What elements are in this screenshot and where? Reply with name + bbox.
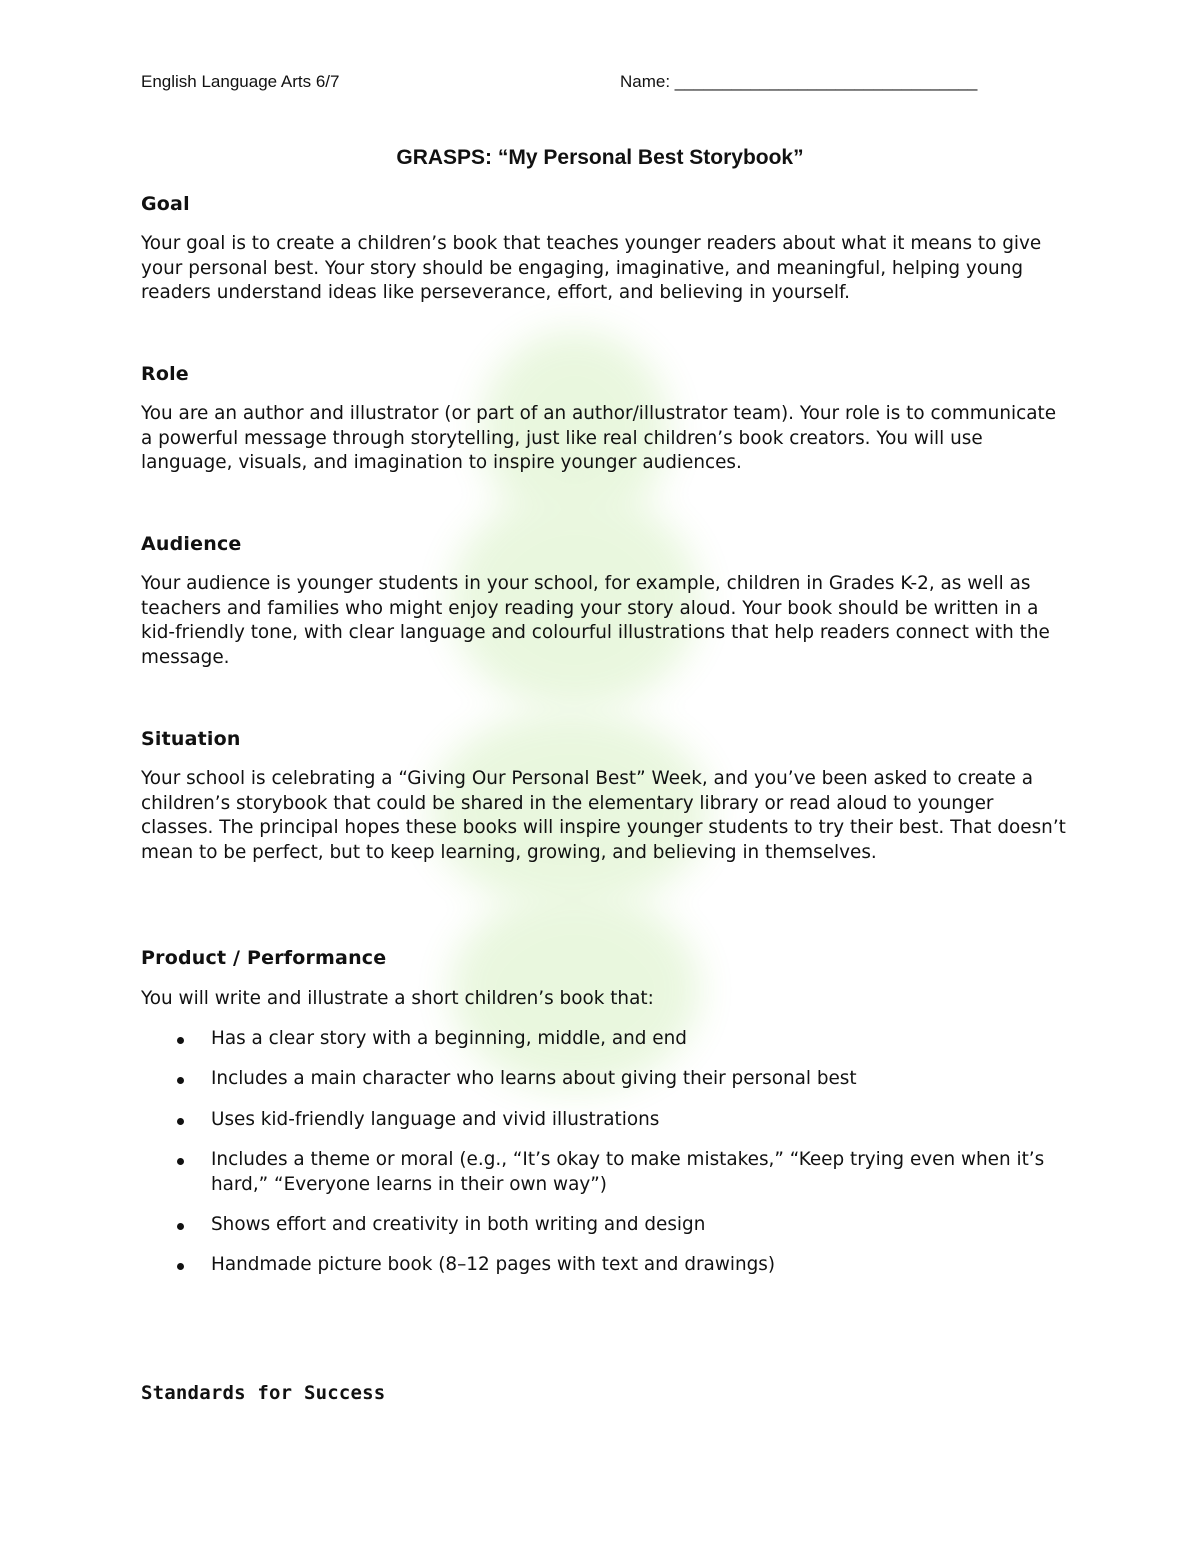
product-list: [141, 1027, 1066, 1293]
list-item: [141, 1027, 1066, 1052]
situation-text: Your school is celebrating a “Giving Our Personal Best” Week, and you’ve been asked to create a children’s storybook that could be shared in the elementary library or read aloud to younger classes. The principal hopes these books will inspire younger students to try their best. That doesn’t mean to be perfect, but to keep learning, growing, and believing in themselves.: [141, 768, 1066, 864]
audience-text: Your audience is younger students in your school, for example, children in Grades K-2, as well as teachers and families who might enjoy reading your story aloud. Your book should be written in a kid-friendly tone, with clear language and colourful illustrations that help readers connect with the message.: [141, 573, 1050, 669]
audience-heading: Audience: [141, 533, 242, 555]
list-item: [141, 1253, 1066, 1278]
course-title: English Language Arts 6/7: [141, 72, 340, 91]
list-item: [141, 1213, 1066, 1238]
standards-heading: Standards for Success: [141, 1382, 386, 1404]
bullet-icon: [177, 1263, 184, 1270]
document-header: [141, 72, 1059, 98]
list-item-text: Includes a theme or moral (e.g., “It’s okay to make mistakes,” “Keep trying even when it’s hard,” “Everyone learns in their own way”): [211, 1148, 1045, 1195]
list-item-text: Uses kid-friendly language and vivid illustrations: [211, 1108, 660, 1130]
situation-heading: Situation: [141, 728, 241, 750]
list-item-text: Has a clear story with a beginning, middle, and end: [211, 1028, 687, 1049]
bullet-icon: [177, 1158, 184, 1165]
role-text: You are an author and illustrator (or part of an author/illustrator team). Your role is to communicate a powerful message through storytelling, just like real children’s book creators. You will use language, visuals, and imagination to inspire younger audiences.: [141, 403, 1057, 474]
list-item: [141, 1067, 1066, 1092]
bullet-icon: [177, 1037, 184, 1044]
page-title: GRASPS: “My Personal Best Storybook”: [396, 146, 804, 169]
product-intro: You will write and illustrate a short children’s book that:: [141, 988, 654, 1009]
name-field[interactable]: Name: ________________________________: [620, 72, 978, 91]
list-item-text: Handmade picture book (8–12 pages with text and drawings): [211, 1254, 776, 1276]
list-item: [141, 1148, 1066, 1197]
goal-text: Your goal is to create a children’s book that teaches younger readers about what it means to give your personal best. Your story should be engaging, imaginative, and meaningful, helping young readers understand ideas like perseverance, effort, and believing in yourself.: [141, 233, 1042, 304]
bullet-icon: [177, 1077, 184, 1084]
bullet-icon: [177, 1223, 184, 1230]
role-heading: Role: [141, 363, 189, 385]
list-item-text: Shows effort and creativity in both writing and design: [211, 1213, 706, 1235]
product-heading: Product / Performance: [141, 947, 387, 969]
list-item-text: Includes a main character who learns about giving their personal best: [211, 1068, 857, 1090]
bullet-icon: [177, 1118, 184, 1125]
goal-heading: Goal: [141, 193, 190, 215]
list-item: [141, 1108, 1066, 1133]
